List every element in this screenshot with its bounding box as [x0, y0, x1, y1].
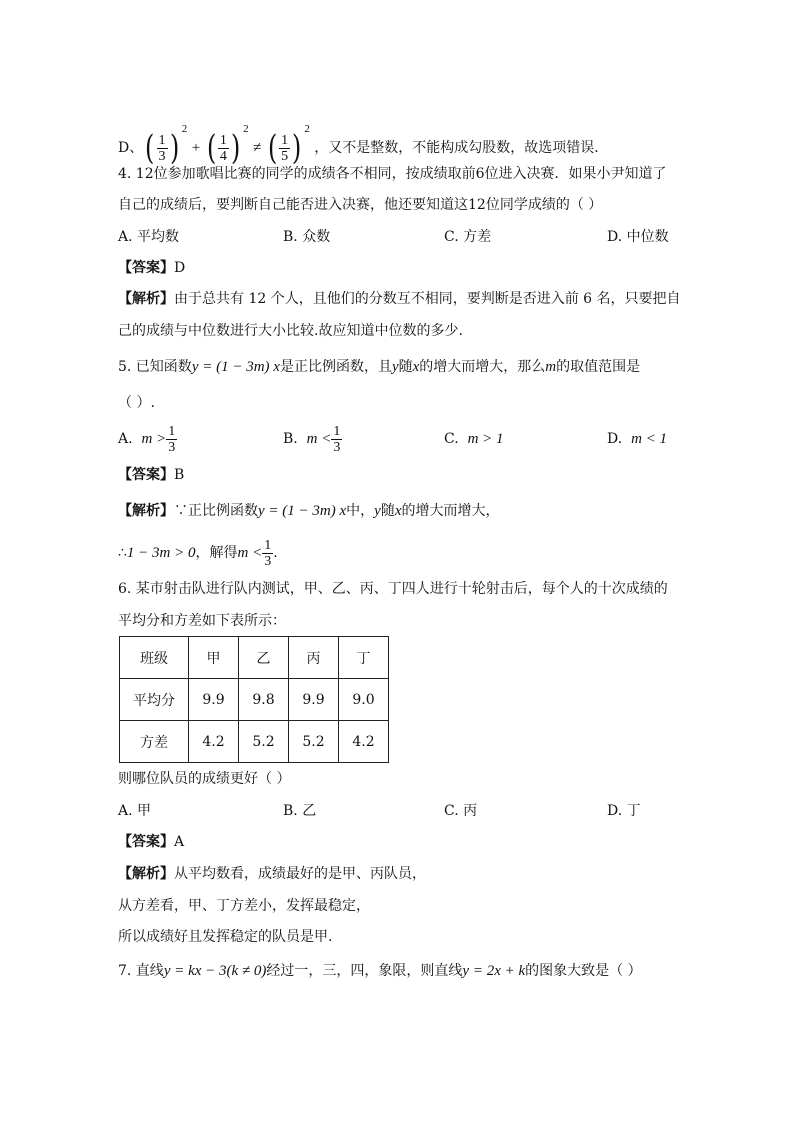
- q3-option-d: D、( $\frac{1}{3}$ ) $^2$ + ( $\frac{1}{4}$ ) $^2$ ≠ ( $\frac{1}{5}$ ) $^2$ ，又不是整数，不能构成勾股数，故选项错误．: [118, 123, 609, 168]
- table-row: [120, 721, 389, 763]
- q4-line1: 4. 12位参加歌唱比赛的同学的成绩各不相同，按成绩取前6位进入决赛．如果小尹知道了: [118, 166, 667, 182]
- q6-analysis-line3: 所以成绩好且发挥稳定的队员是甲.: [118, 929, 333, 945]
- table-cell: 班级: [120, 637, 189, 679]
- table-cell: 5.2: [239, 721, 289, 763]
- table-cell: 甲: [189, 637, 239, 679]
- q5-answer: 【答案】B: [118, 467, 185, 483]
- table-header-row: [120, 637, 389, 679]
- table-cell: 4.2: [189, 721, 239, 763]
- q5-option-b: B. m < $\frac{1}{3}$: [283, 423, 341, 455]
- q4-option-b: B. 众数: [283, 229, 331, 245]
- q5-stem-line2: （ ）.: [118, 395, 155, 411]
- table-cell: 4.2: [339, 721, 389, 763]
- table-cell: 方差: [120, 721, 189, 763]
- q6-line1: 6. 某市射击队进行队内测试，甲、乙、丙、丁四人进行十轮射击后，每个人的十次成绩的: [118, 581, 668, 597]
- table-cell: 9.8: [239, 679, 289, 721]
- table-row: [120, 679, 389, 721]
- table-cell: 9.9: [289, 679, 339, 721]
- q3d-text: ，又不是整数，不能构成勾股数，故选项错误．: [314, 140, 609, 156]
- q6-analysis-line1: 【解析】从平均数看，成绩最好的是甲、丙队员，: [118, 866, 426, 882]
- q4-option-d: D. 中位数: [607, 229, 669, 245]
- fraction-1-5: $\frac{1}{5}$: [281, 132, 289, 164]
- q5-analysis-line1: 【解析】∵正比例函数y = (1 − 3m) x中，y随x的增大而增大，: [118, 503, 500, 519]
- table-cell: 丙: [289, 637, 339, 679]
- q4-analysis-line1: 【解析】由于总共有 12 个人，且他们的分数互不相同，要判断是否进入前 6 名，只要把自: [118, 291, 681, 307]
- q5-option-c: C. m > 1: [444, 431, 504, 447]
- q6-line2: 平均分和方差如下表所示：: [118, 613, 286, 629]
- q6-analysis-line2: 从方差看，甲、丁方差小，发挥最稳定，: [118, 898, 370, 914]
- q6-option-b: B. 乙: [283, 803, 317, 819]
- table-cell: 9.0: [339, 679, 389, 721]
- table-cell: 9.9: [189, 679, 239, 721]
- q4-line2: 自己的成绩后，要判断自己能否进入决赛，他还要知道这12位同学成绩的（ ）: [118, 197, 603, 213]
- q4-answer: 【答案】D: [118, 260, 186, 276]
- q4-option-c: C. 方差: [444, 229, 492, 245]
- fraction-1-3: $\frac{1}{3}$: [158, 132, 166, 164]
- q5-stem: 5. 已知函数y = (1 − 3m) x是正比例函数，且y随x的增大而增大，那么m的取值范围是: [118, 359, 641, 375]
- q3d-prefix: D、: [118, 140, 144, 156]
- q7-stem: 7. 直线y = kx − 3(k ≠ 0)经过一，三，四，象限，则直线y = 2x + k的图象大致是（ ）: [118, 963, 642, 979]
- q4-option-a: A. 平均数: [118, 229, 180, 245]
- score-table: [119, 636, 389, 763]
- q6-question: 则哪位队员的成绩更好（ ）: [118, 771, 291, 787]
- q5-option-d: D. m < 1: [607, 431, 668, 447]
- fraction-1-4: $\frac{1}{4}$: [219, 132, 227, 164]
- q6-option-c: C. 丙: [444, 803, 478, 819]
- q5-analysis-line2: ∴1 − 3m > 0，解得m < $\frac{1}{3}$ .: [118, 537, 278, 569]
- table-cell: 5.2: [289, 721, 339, 763]
- table-cell: 丁: [339, 637, 389, 679]
- q6-option-d: D. 丁: [607, 803, 641, 819]
- q6-answer: 【答案】A: [118, 834, 185, 850]
- q4-analysis-line2: 己的成绩与中位数进行大小比较.故应知道中位数的多少.: [118, 323, 463, 339]
- table-cell: 乙: [239, 637, 289, 679]
- table-cell: 平均分: [120, 679, 189, 721]
- q6-option-a: A. 甲: [118, 803, 152, 819]
- q5-option-a: A. m > $\frac{1}{3}$: [118, 423, 176, 455]
